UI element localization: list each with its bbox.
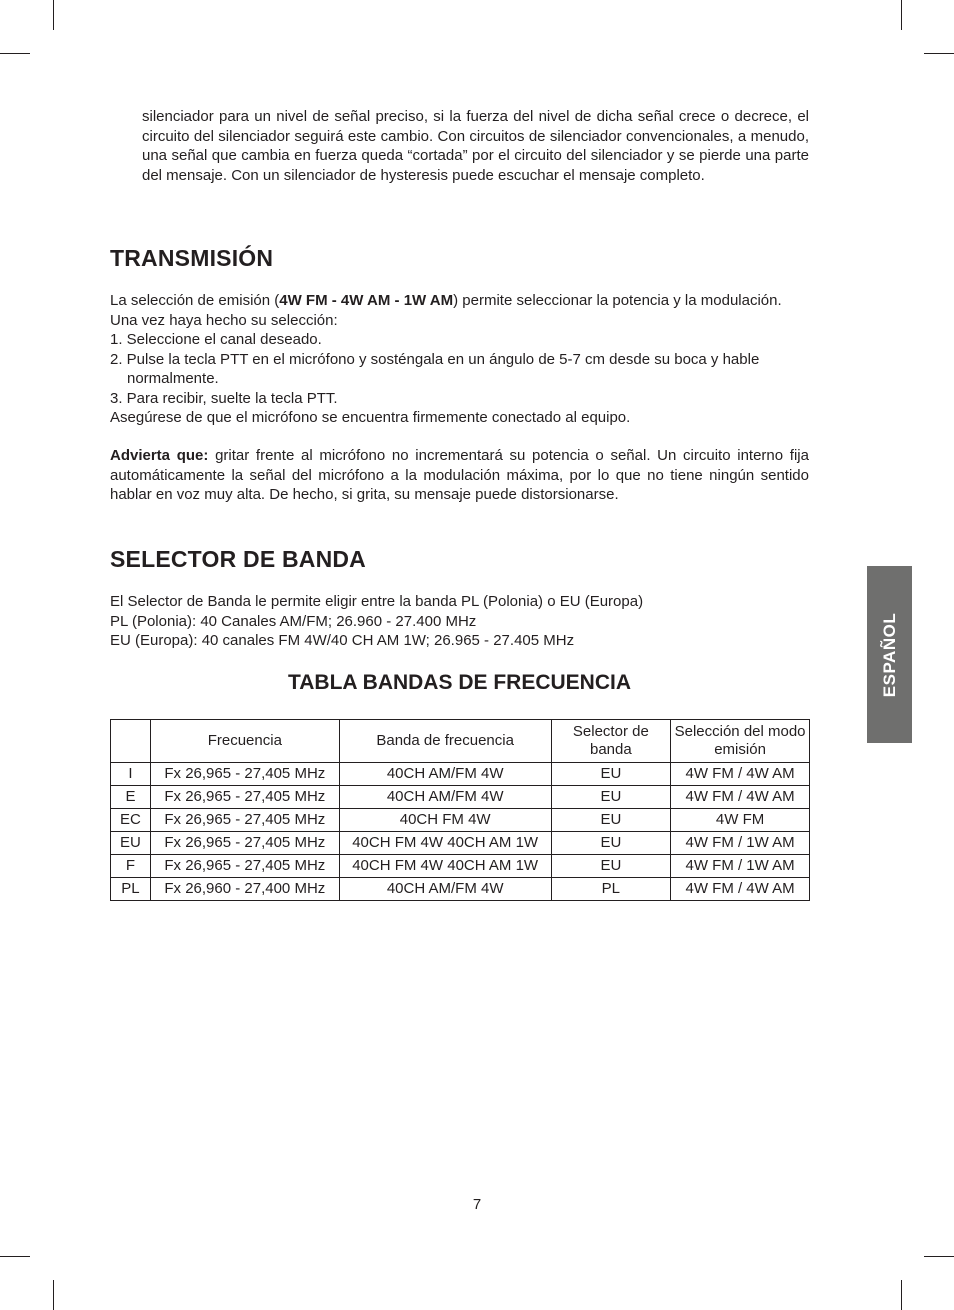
crop-mark [0,53,30,54]
table-row [111,786,810,809]
crop-mark [901,1280,902,1310]
header-cell: Frecuencia [150,720,339,763]
table-cell: Fx 26,960 - 27,400 MHz [150,878,339,901]
table-cell: Fx 26,965 - 27,405 MHz [150,855,339,878]
table-cell: Fx 26,965 - 27,405 MHz [150,763,339,786]
step-2-continued: normalmente. [127,370,219,387]
page-number: 7 [472,1196,482,1213]
crop-mark [924,53,954,54]
table-cell: E [111,786,151,809]
selector-pl-line: PL (Polonia): 40 Canales AM/FM; 26.960 - 27.400 MHz [110,612,477,630]
crop-mark [0,1256,30,1257]
crop-mark [53,0,54,30]
crop-mark [924,1256,954,1257]
table-cell: 4W FM / 4W AM [671,786,810,809]
table-title: TABLA BANDAS DE FRECUENCIA [288,671,631,694]
selector-description: El Selector de Banda le permite eligir entre la banda PL (Polonia) o EU (Europa) [110,593,644,610]
table-cell: 4W FM / 1W AM [671,832,810,855]
table-row [111,832,810,855]
table-cell: Fx 26,965 - 27,405 MHz [150,786,339,809]
table-row [111,878,810,901]
crop-mark [53,1280,54,1310]
table-cell: 4W FM / 4W AM [671,878,810,901]
table-cell: EU [111,832,151,855]
header-cell [111,720,151,763]
table-cell: EC [111,809,151,832]
step-1: 1. Seleccione el canal deseado. [110,331,322,348]
table-row [111,763,810,786]
step-2: 2. Pulse la tecla PTT en el micrófono y sosténgala en un ángulo de 5-7 cm desde su boca y hable [110,350,760,368]
table-cell: PL [111,878,151,901]
intro-paragraph: silenciador para un nivel de señal preciso, si la fuerza del nivel de dicha señal crece o decrece, el circuito del silenciador seguirá este cambio. Con circuitos de silenciador convencionales, a menudo, una señal que cambia en fuerza queda “cortada” por el circuito del silenciador y se pierde una parte del mensaje. Con un silenciador de hysteresis puede escuchar el mensaje completo. [142,108,809,184]
frequency-table [110,719,810,901]
table-cell: F [111,855,151,878]
emission-modes: 4W FM - 4W AM - 1W AM [279,292,454,309]
table-cell: I [111,763,151,786]
emission-selection-line: La selección de emisión (4W FM - 4W AM - 1W AM) permite seleccionar la potencia y la modulación. [110,292,782,309]
step-3: 3. Para recibir, suelte la tecla PTT. [110,389,338,407]
table-row [111,809,810,832]
table-cell: EU [551,786,671,809]
table-cell: EU [551,763,671,786]
crop-mark [901,0,902,30]
table-cell: EU [551,855,671,878]
microphone-note: Asegúrese de que el micrófono se encuentra firmemente conectado al equipo. [110,409,631,426]
table-row [111,855,810,878]
table-cell: Fx 26,965 - 27,405 MHz [150,809,339,832]
language-tab-label: ESPAÑOL [879,612,899,697]
table-cell: 4W FM / 4W AM [671,763,810,786]
table-cell: 40CH AM/FM 4W [339,786,551,809]
header-cell: Selección del modo emisión [671,720,810,763]
table-cell: 40CH FM 4W [339,809,551,832]
selector-section [110,592,809,651]
selector-eu-line: EU (Europa): 40 canales FM 4W/40 CH AM 1W; 26.965 - 27.405 MHz [110,632,575,649]
table-cell: 40CH AM/FM 4W [339,763,551,786]
table-cell: EU [551,809,671,832]
table-cell: 4W FM [671,809,810,832]
table-cell: 40CH FM 4W 40CH AM 1W [339,855,551,878]
table-cell: 40CH AM/FM 4W [339,878,551,901]
warning-label: Advierta que: [110,447,209,464]
header-cell: Banda de frecuencia [339,720,551,763]
transmision-section [110,291,809,428]
header-cell: Selector de banda [551,720,671,763]
language-tab [867,566,912,743]
table-cell: Fx 26,965 - 27,405 MHz [150,832,339,855]
table-cell: 40CH FM 4W 40CH AM 1W [339,832,551,855]
selection-intro-line: Una vez haya hecho su selección: [110,311,338,329]
table-header-row [111,720,810,763]
warning-paragraph: Advierta que: gritar frente al micrófono no incrementará su potencia o señal. Un circuito interno fija automáticamente la señal del micrófono a la modulación máxima, por lo que no tiene ningún sentido hablar en voz muy alta. De hecho, si grita, su mensaje puede distorsionarse. [110,447,809,503]
transmision-heading: TRANSMISIÓN [110,245,274,271]
table-cell: 4W FM / 1W AM [671,855,810,878]
table-cell: PL [551,878,671,901]
selector-heading: SELECTOR DE BANDA [110,546,366,572]
table-cell: EU [551,832,671,855]
